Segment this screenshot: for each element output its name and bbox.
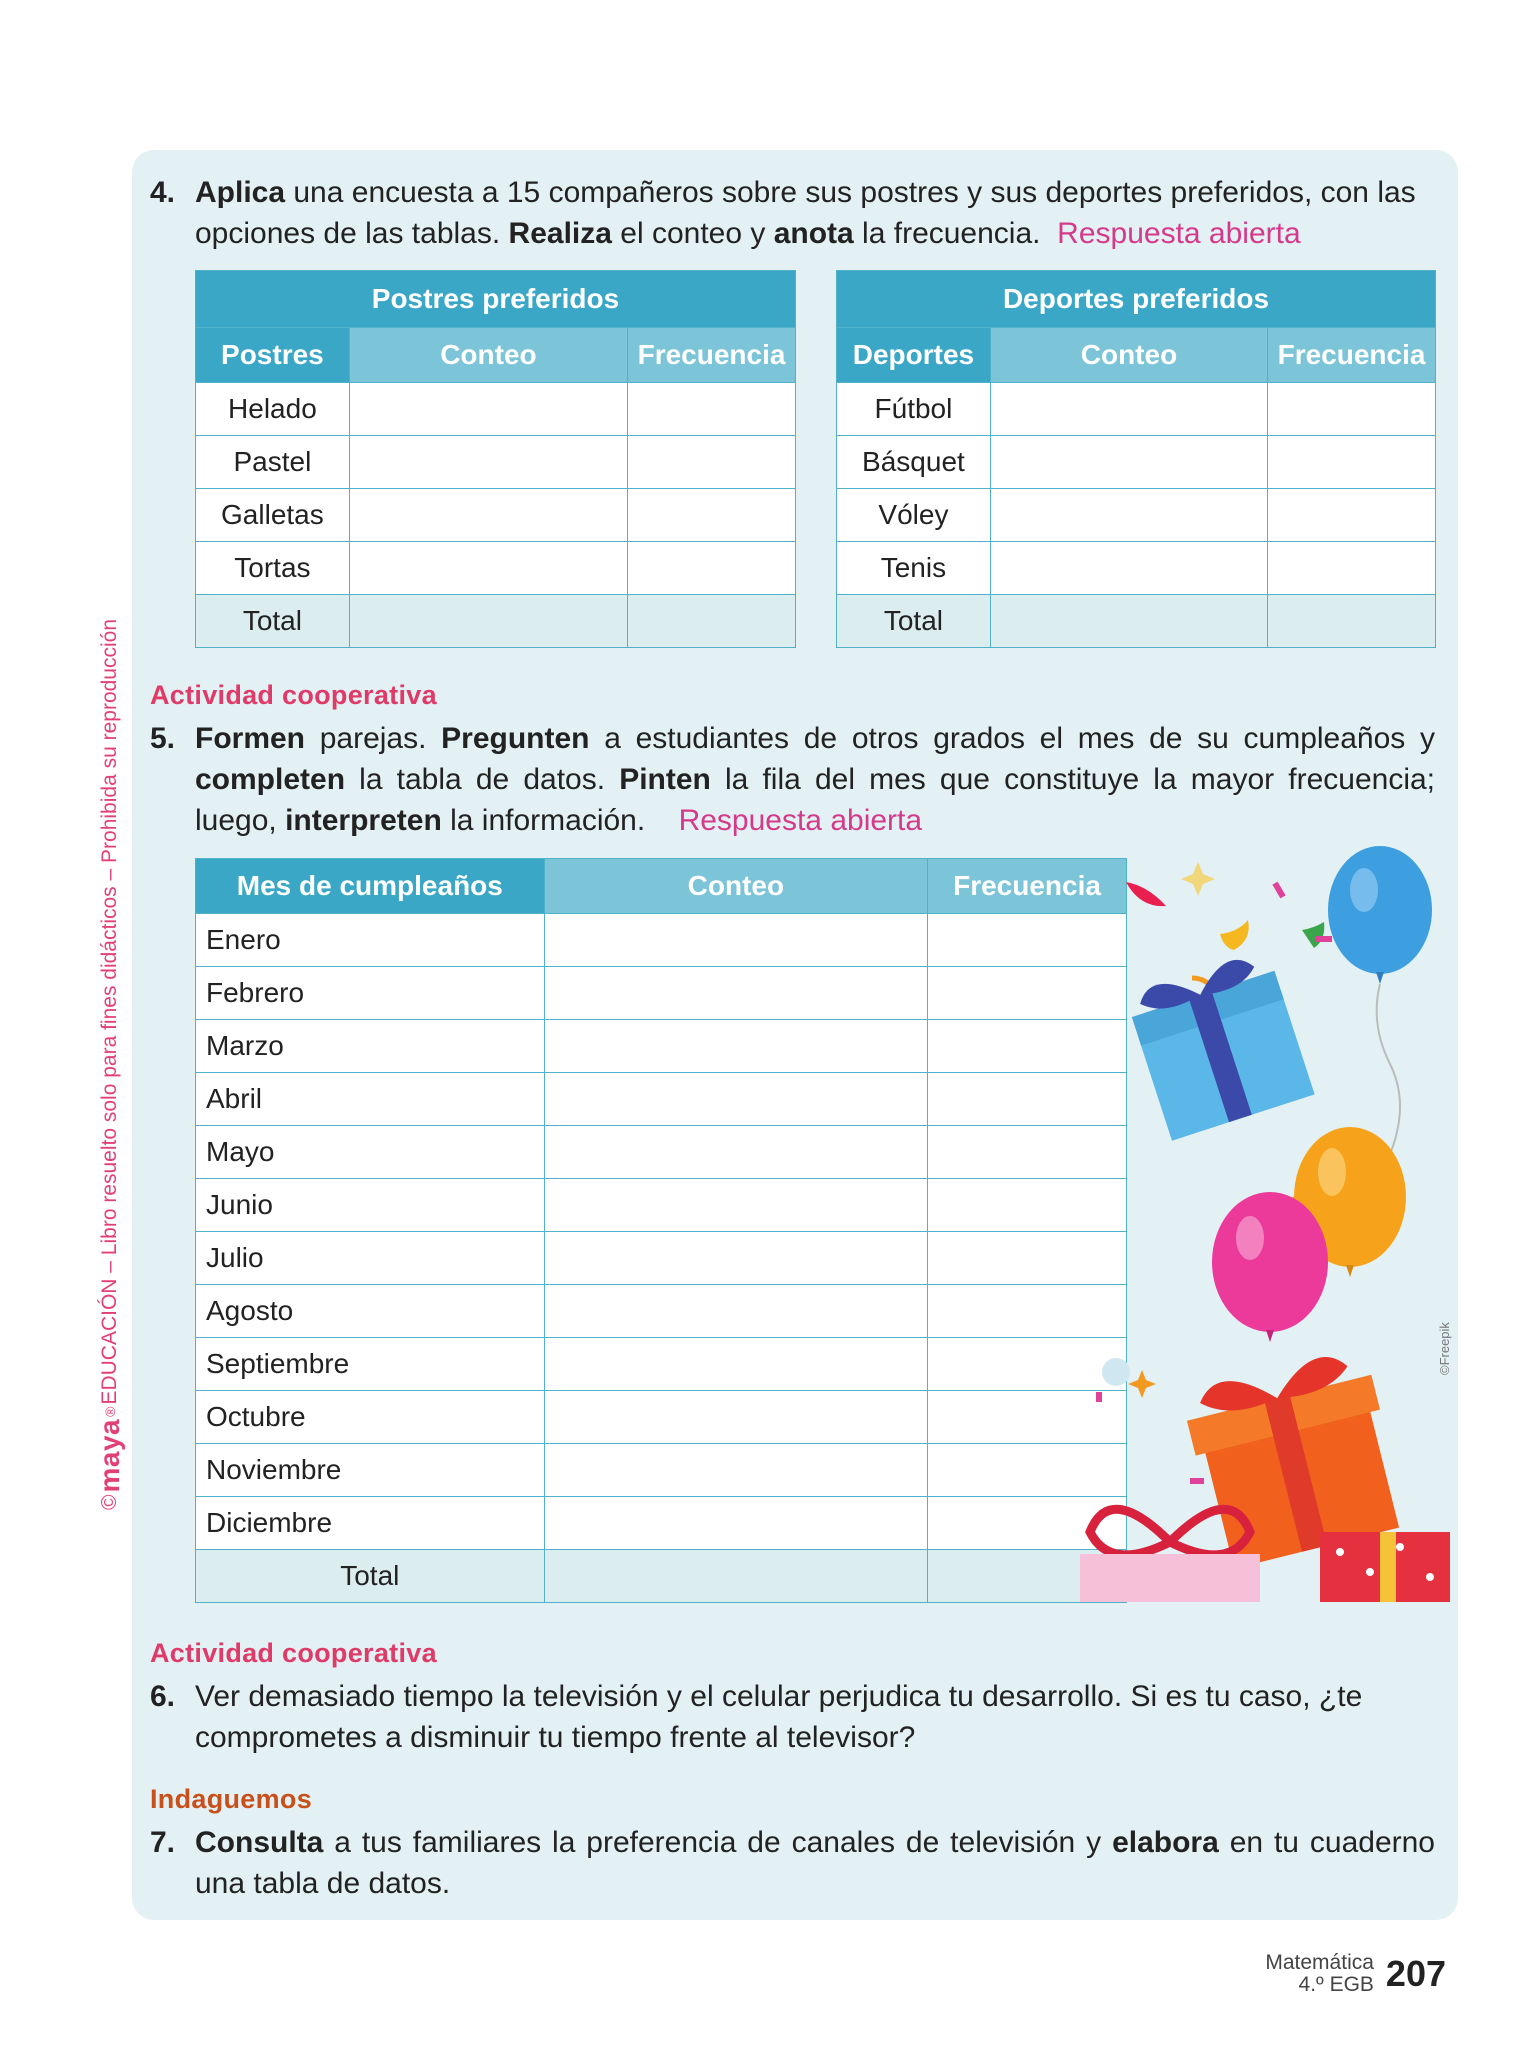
column-header: Conteo: [349, 328, 627, 383]
table-row: [837, 436, 1436, 489]
confetti-icon: [1190, 1478, 1204, 1484]
verb-consulta: Consulta: [195, 1826, 324, 1859]
answer-label: Respuesta abierta: [678, 804, 923, 837]
row-label: Marzo: [196, 1020, 545, 1073]
side-credit-text: EDUCACIÓN – Libro resuelto solo para fines didácticos – Prohibida su reproducción: [98, 619, 121, 1405]
confetti-icon: [1126, 882, 1166, 906]
exercise-text: a estudiantes de otros grados el mes de su cumpleaños y: [589, 722, 1435, 755]
conteo-cell[interactable]: [544, 1020, 927, 1073]
column-header: Conteo: [544, 859, 927, 914]
column-header: Frecuencia: [628, 328, 796, 383]
exercise-6: [150, 1676, 1415, 1758]
row-label: Abril: [196, 1073, 545, 1126]
conteo-total-cell[interactable]: [544, 1550, 927, 1603]
conteo-cell[interactable]: [544, 967, 927, 1020]
subject-block: [1265, 1952, 1374, 1996]
table-row: [196, 1444, 1127, 1497]
copyright-symbol: ©: [98, 1494, 121, 1510]
exercise-text: la frecuencia.: [853, 217, 1041, 250]
conteo-cell[interactable]: [544, 1444, 927, 1497]
table-postres: [195, 270, 796, 648]
conteo-cell[interactable]: [544, 1126, 927, 1179]
gift-icon: [1320, 1532, 1450, 1602]
section-label-indaguemos: Indaguemos: [150, 1784, 313, 1814]
table-row: [196, 1073, 1127, 1126]
conteo-cell[interactable]: [544, 1073, 927, 1126]
verb-elabora: elabora: [1112, 1826, 1219, 1859]
conteo-cell[interactable]: [349, 436, 627, 489]
table-row: [196, 967, 1127, 1020]
exercise-4: [150, 172, 1435, 254]
conteo-cell[interactable]: [544, 914, 927, 967]
table-row: [196, 1391, 1127, 1444]
exercise-number: 7.: [150, 1826, 176, 1859]
verb-completen: completen: [195, 763, 346, 796]
frecuencia-total-cell[interactable]: [1268, 595, 1436, 648]
conteo-cell[interactable]: [544, 1285, 927, 1338]
row-label: Enero: [196, 914, 545, 967]
row-label: Febrero: [196, 967, 545, 1020]
balloon-icon: [1328, 846, 1432, 1154]
table-row: [196, 1126, 1127, 1179]
row-label: Agosto: [196, 1285, 545, 1338]
row-label: Vóley: [837, 489, 991, 542]
confetti-icon: [1096, 1392, 1102, 1402]
conteo-cell[interactable]: [990, 383, 1267, 436]
total-row: [196, 1550, 1127, 1603]
table-row: [837, 383, 1436, 436]
frecuencia-total-cell[interactable]: [628, 595, 796, 648]
conteo-cell[interactable]: [544, 1179, 927, 1232]
balloon-icon: [1212, 1192, 1328, 1342]
frecuencia-cell[interactable]: [628, 436, 796, 489]
sparkle-icon: [1128, 1370, 1156, 1398]
row-label: Julio: [196, 1232, 545, 1285]
exercise-7: [150, 1822, 1435, 1904]
subject-name: Matemática: [1265, 1951, 1374, 1974]
verb-realiza: Realiza: [508, 217, 612, 250]
table-row: [196, 542, 796, 595]
exercise-text: el conteo y: [611, 217, 774, 250]
conteo-cell[interactable]: [349, 383, 627, 436]
conteo-cell[interactable]: [990, 542, 1267, 595]
conteo-cell[interactable]: [349, 542, 627, 595]
conteo-cell[interactable]: [544, 1338, 927, 1391]
total-row: [196, 595, 796, 648]
column-header: Frecuencia: [1268, 328, 1436, 383]
table-row: [196, 436, 796, 489]
exercise-text: una encuesta a 15 compañeros sobre sus postres y sus deportes preferidos, con las opciones de las tablas.: [195, 176, 1416, 250]
exercise-number: 4.: [150, 176, 176, 209]
verb-aplica: Aplica: [195, 176, 286, 209]
verb-pinten: Pinten: [619, 763, 711, 796]
total-label: Total: [837, 595, 991, 648]
verb-pregunten: Pregunten: [441, 722, 590, 755]
confetti-icon: [1102, 1358, 1130, 1386]
conteo-total-cell[interactable]: [990, 595, 1267, 648]
table-title: Postres preferidos: [196, 271, 796, 328]
frecuencia-cell[interactable]: [1268, 436, 1436, 489]
row-label: Junio: [196, 1179, 545, 1232]
column-header: Postres: [196, 328, 350, 383]
row-label: Fútbol: [837, 383, 991, 436]
exercise-5: [150, 718, 1436, 841]
confetti-icon: [1302, 922, 1324, 948]
section-label-actividad-cooperativa: Actividad cooperativa: [150, 1638, 437, 1668]
birthday-illustration: [1080, 842, 1450, 1602]
table-row: [196, 1338, 1127, 1391]
table-row: [196, 1232, 1127, 1285]
column-header: Mes de cumpleaños: [196, 859, 545, 914]
frecuencia-cell[interactable]: [628, 383, 796, 436]
row-label: Septiembre: [196, 1338, 545, 1391]
frecuencia-cell[interactable]: [628, 489, 796, 542]
maya-logo: maya: [94, 1418, 125, 1493]
conteo-total-cell[interactable]: [349, 595, 627, 648]
table-title: Deportes preferidos: [837, 271, 1436, 328]
exercise-text: en tu cuaderno una tabla de datos.: [195, 1826, 1435, 1900]
conteo-cell[interactable]: [349, 489, 627, 542]
table-meses: [195, 858, 1127, 1603]
exercise-text: parejas.: [305, 722, 442, 755]
image-credit: ©Freepik: [1437, 1322, 1452, 1375]
exercise-text: la tabla de datos.: [345, 763, 620, 796]
frecuencia-cell[interactable]: [1268, 542, 1436, 595]
column-header: Conteo: [990, 328, 1267, 383]
table-row: [837, 542, 1436, 595]
row-label: Pastel: [196, 436, 350, 489]
frecuencia-cell[interactable]: [1268, 383, 1436, 436]
row-label: Tenis: [837, 542, 991, 595]
grade-label: 4.º EGB: [1298, 1973, 1374, 1996]
frecuencia-cell[interactable]: [1268, 489, 1436, 542]
page-footer: [1265, 1952, 1446, 1996]
row-label: Básquet: [837, 436, 991, 489]
confetti-icon: [1220, 920, 1249, 950]
table-row: [837, 489, 1436, 542]
exercise-text: Ver demasiado tiempo la televisión y el celular perjudica tu desarrollo. Si es tu caso, ¿te comprometes a disminuir tu tiempo frente al televisor?: [195, 1680, 1363, 1754]
conteo-cell[interactable]: [544, 1497, 927, 1550]
registered-symbol: ®: [102, 1406, 118, 1417]
column-header: Frecuencia: [928, 859, 1127, 914]
column-header: Deportes: [837, 328, 991, 383]
confetti-icon: [1272, 882, 1285, 899]
table-row: [196, 1285, 1127, 1338]
confetti-icon: [1316, 936, 1332, 942]
table-row: [196, 383, 796, 436]
exercise-number: 5.: [150, 722, 176, 755]
verb-formen: Formen: [195, 722, 306, 755]
verb-anota: anota: [773, 217, 854, 250]
table-row: [196, 1497, 1127, 1550]
gift-icon: [1125, 949, 1315, 1141]
row-label: Mayo: [196, 1126, 545, 1179]
conteo-cell[interactable]: [990, 489, 1267, 542]
table-row: [196, 1179, 1127, 1232]
side-credit: [90, 550, 130, 1510]
exercise-text: a tus familiares la preferencia de canales de televisión y: [323, 1826, 1113, 1859]
table-row: [196, 489, 796, 542]
verb-interpreten: interpreten: [285, 804, 442, 837]
exercise-text: la información.: [441, 804, 646, 837]
row-label: Tortas: [196, 542, 350, 595]
row-label: Galletas: [196, 489, 350, 542]
conteo-cell[interactable]: [544, 1391, 927, 1444]
conteo-cell[interactable]: [544, 1232, 927, 1285]
table-row: [196, 914, 1127, 967]
table-deportes: [836, 270, 1436, 648]
sparkle-icon: [1181, 862, 1215, 896]
page-number: 207: [1385, 1953, 1446, 1994]
table-row: [196, 1020, 1127, 1073]
row-label: Diciembre: [196, 1497, 545, 1550]
total-label: Total: [196, 1550, 545, 1603]
section-label-actividad-cooperativa: Actividad cooperativa: [150, 680, 437, 710]
row-label: Helado: [196, 383, 350, 436]
row-label: Noviembre: [196, 1444, 545, 1497]
total-row: [837, 595, 1436, 648]
exercise-text: la fila del mes que constituye la mayor frecuencia; luego,: [195, 763, 1436, 837]
total-label: Total: [196, 595, 350, 648]
row-label: Octubre: [196, 1391, 545, 1444]
frecuencia-cell[interactable]: [628, 542, 796, 595]
conteo-cell[interactable]: [990, 436, 1267, 489]
exercise-number: 6.: [150, 1680, 176, 1713]
answer-label: Respuesta abierta: [1057, 217, 1301, 250]
